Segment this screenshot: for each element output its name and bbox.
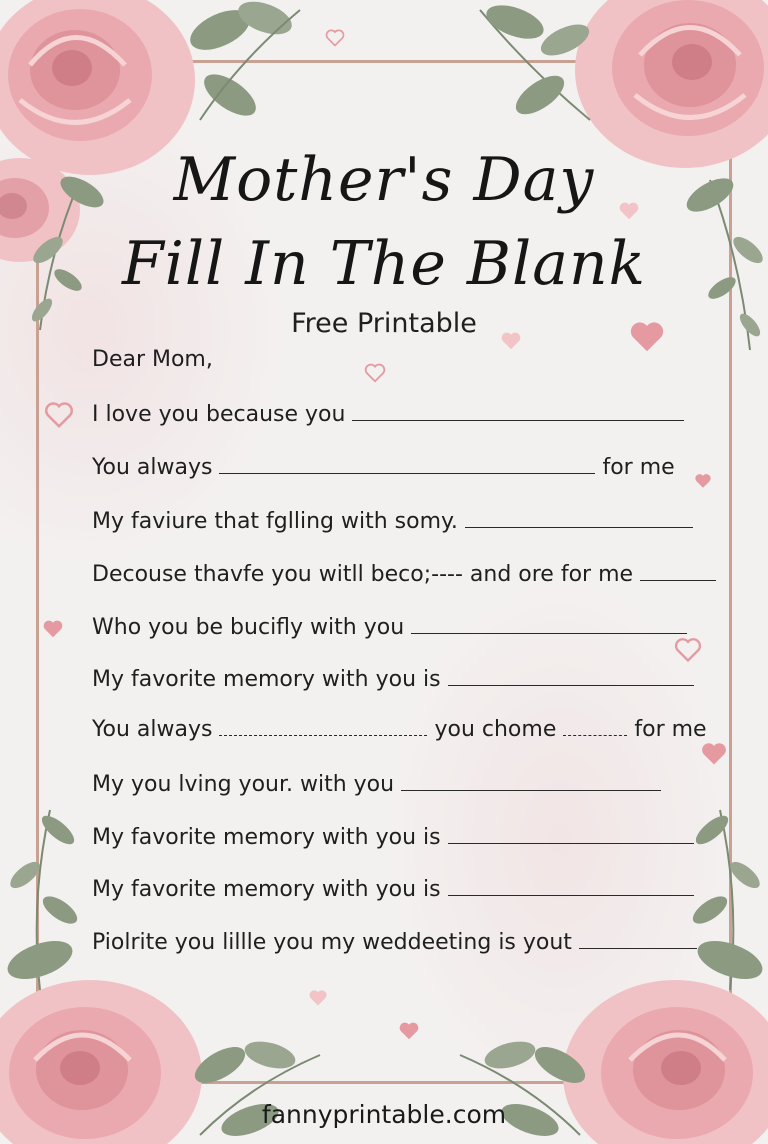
fill-line <box>92 928 697 955</box>
fill-line <box>92 613 687 640</box>
line-prompt: You always <box>92 455 213 480</box>
line-prompt: Decouse thavfe you witll beco;---- and ore for me <box>92 562 634 587</box>
line-prompt: You always <box>92 717 213 742</box>
blank-field[interactable] <box>448 665 694 686</box>
fill-line <box>92 665 694 692</box>
line-prompt: Piolrite you lillle you my weddeeting is yout <box>92 930 572 955</box>
blank-field[interactable] <box>465 507 693 528</box>
subtitle: Free Printable <box>291 308 477 339</box>
line-middle: you chome <box>434 717 557 742</box>
dashed-blank-field[interactable] <box>563 721 627 736</box>
line-prompt: I love you because you <box>92 402 346 427</box>
line-suffix: for me <box>602 455 675 480</box>
line-prompt: My favorite memory with you is <box>92 825 441 850</box>
line-prompt: My you lving your. with you <box>92 772 395 797</box>
blank-field[interactable] <box>401 770 661 791</box>
fill-line <box>92 717 707 742</box>
heart-outline-icon <box>364 362 386 384</box>
blank-field[interactable] <box>640 560 716 581</box>
blank-field[interactable] <box>579 928 697 949</box>
line-prompt: Who you be bucifly with you <box>92 615 405 640</box>
fill-line <box>92 560 716 587</box>
page-title-second-line: Fill In The Blank <box>122 229 646 299</box>
heart-icon <box>308 988 328 1008</box>
heart-icon <box>398 1020 420 1042</box>
greeting: Dear Mom, <box>92 347 213 372</box>
blank-field[interactable] <box>448 823 694 844</box>
heart-outline-icon <box>325 28 345 48</box>
leaf-sprig-top-right-icon <box>470 0 600 130</box>
line-prompt: My favorite memory with you is <box>92 877 441 902</box>
heart-icon <box>694 472 712 490</box>
heart-outline-icon <box>44 400 74 430</box>
heart-icon <box>42 618 64 640</box>
blank-field[interactable] <box>219 453 595 474</box>
fill-line <box>92 875 694 902</box>
line-prompt: My faviure that fglling with somy. <box>92 509 458 534</box>
heart-icon <box>700 740 728 768</box>
leaf-sprig-top-left-icon <box>180 0 320 130</box>
line-suffix: for me <box>634 717 707 742</box>
heart-outline-icon <box>674 636 702 664</box>
fill-line <box>92 453 675 480</box>
leaf-sprig-bottom-left-icon <box>0 800 100 1000</box>
fill-line <box>92 823 694 850</box>
page-title: Mother's Day <box>173 145 595 215</box>
fill-line <box>92 507 693 534</box>
website-footer: fannyprintable.com <box>261 1100 507 1129</box>
blank-field[interactable] <box>352 400 684 421</box>
line-prompt: My favorite memory with you is <box>92 667 441 692</box>
fill-line <box>92 400 684 427</box>
blank-field[interactable] <box>448 875 694 896</box>
blank-field[interactable] <box>411 613 687 634</box>
dashed-blank-field[interactable] <box>219 721 427 736</box>
fill-line <box>92 770 661 797</box>
